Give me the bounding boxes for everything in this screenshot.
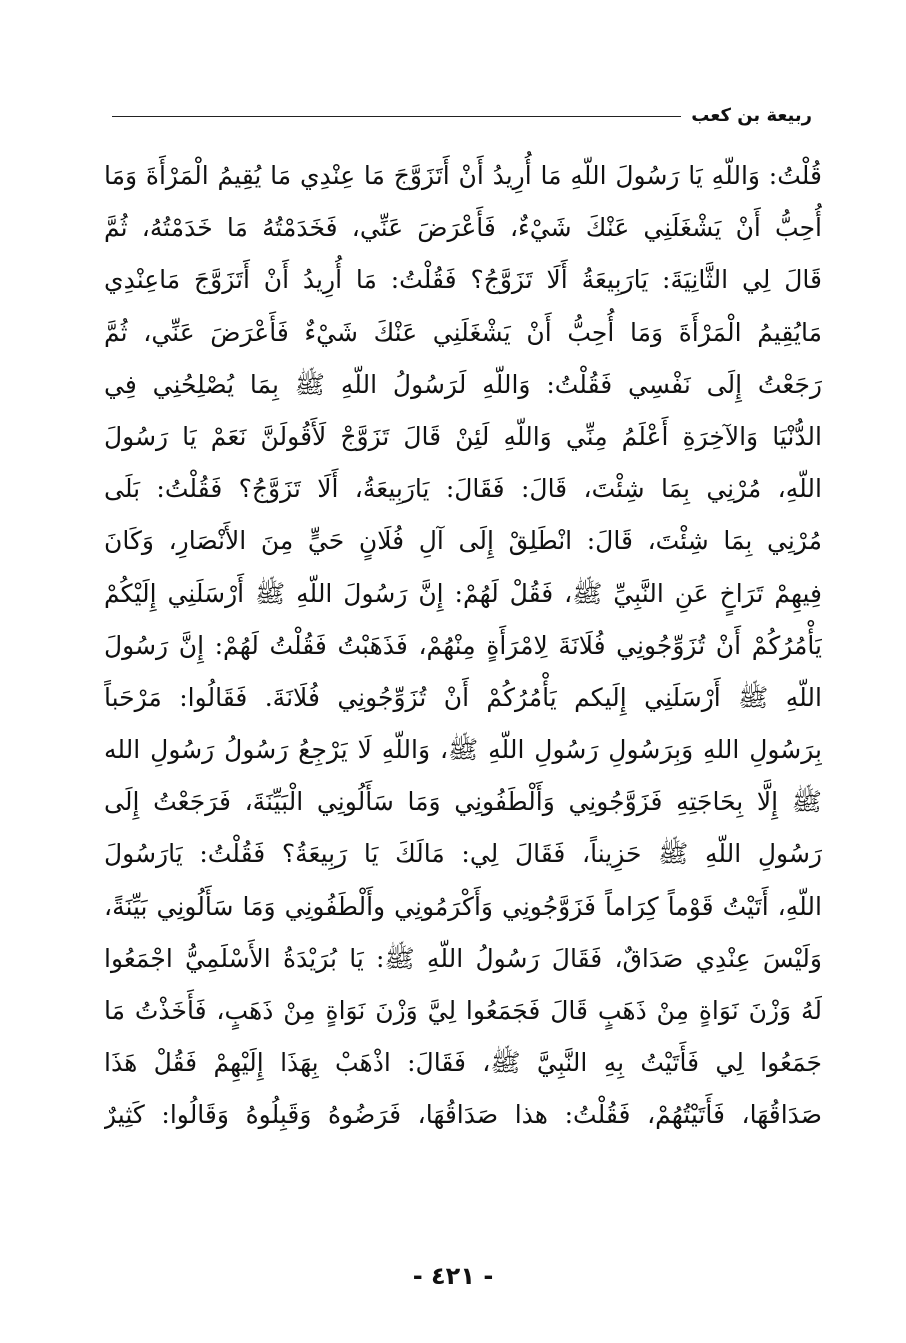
text-line: قَالَ لِي الثَّانِيَةَ: يَارَبِيعَةُ أَلَا تَزَوَّجُ؟ فَقُلْتُ: مَا أُرِيدُ أَنْ أَتَزَوَّجَ مَاعِنْدِي [104,265,822,295]
text-line: صَدَاقُهَا، فَأَتَيْتُهُمْ، فَقُلْتُ: هذا صَدَاقُهَا، فَرَضُوهُ وَقَبِلُوهُ وَقَالُوا: كَثِيرٌ [104,1100,822,1130]
text-line: قُلْتُ: وَاللّهِ يَا رَسُولَ اللّهِ مَا أُرِيدُ أَنْ أَتَزَوَّجَ مَا عِنْدِي مَا يُقِيمُ الْمَرْأَةَ وَمَا [104,161,822,190]
running-header [112,100,812,130]
text-line: فِيهِمْ تَرَاخٍ عَنِ النَّبِيِّ ﷺ، فَقُلْ لَهُمْ: إِنَّ رَسُولَ اللّهِ ﷺ أَرْسَلَنِي إِلَيْكُمْ [104,578,822,608]
text-line: اللّهِ ﷺ أَرْسَلَنِي إِلَيكم يَأْمُرُكُمْ أَنْ تُزَوِّجُونِي فُلَانَةَ. فَقَالُوا: مَرْحَباً [104,682,822,712]
text-line: أُحِبُّ أَنْ يَشْغَلَنِي عَنْكَ شَيْءٌ، فَأَعْرَضَ عَنِّي، فَخَدَمْتُهُ مَا خَدَمْتُهُ، ثُمَّ [104,213,822,243]
text-line: مَايُقِيمُ الْمَرْأَةَ وَمَا أُحِبُّ أَنْ يَشْغَلَنِي عَنْكَ شَيْءٌ فَأَعْرَضَ عَنِّي، ثُمَّ [104,317,822,347]
text-line: ﷺ إِلَّا بِحَاجَتِهِ فَزَوَّجُونِي وَأَلْطَفُونِي وَمَا سَأَلُونِي الْبَيِّنَةَ، فَرَجَعْتُ إِلَى [104,787,822,817]
text-line: يَأْمُرُكُمْ أَنْ تُزَوِّجُونِي فُلَانَةَ لِامْرَأَةٍ مِنْهُمْ، فَذَهَبْتُ فَقُلْتُ لَهُمْ: إِنَّ رَسُولَ [104,630,822,660]
text-line: اللّهِ، مُرْنِي بِمَا شِئْتَ، قَالَ: فَقَالَ: يَارَبِيعَةُ، أَلَا تَزَوَّجُ؟ فَقُلْتُ: بَلَى [104,474,822,504]
body-text [104,150,822,1142]
text-line: بِرَسُولِ اللهِ وَبِرَسُولِ رَسُولِ اللّهِ ﷺ، وَاللّهِ لَا يَرْجِعُ رَسُولُ رَسُولِ الله [104,735,822,765]
text-line: اللّهِ، أَتَيْتُ قَوْماً كِرَاماً فَزَوَّجُونِي وَأَكْرَمُونِي وأَلْطَفُونِي وَمَا سَأَلُونِي بَيِّنَةً، [104,891,822,921]
text-line: رَجَعْتُ إِلَى نَفْسِي فَقُلْتُ: وَاللّهِ لَرَسُولُ اللّهِ ﷺ بِمَا يُصْلِحُنِي فِي [104,369,822,399]
text-line: مُرْنِي بِمَا شِئْتَ، قَالَ: انْطَلِقْ إِلَى آلِ فُلَانٍ حَيٍّ مِنَ الأَنْصَارِ، وَكَانَ [104,526,822,556]
running-title: ربيعة بن كعب [691,104,812,126]
page-number: - ٤٢١ - [412,1262,494,1290]
text-line: جَمَعُوا لِي فَأَتَيْتُ بِهِ النَّبِيَّ ﷺ، فَقَالَ: اذْهَبْ بِهَذَا إِلَيْهِمْ فَقُلْ هَذَا [104,1048,822,1078]
text-line: الدُّنْيَا وَالآخِرَةِ أَعْلَمُ مِنِّي وَاللّهِ لَئِنْ قَالَ تَزَوَّجْ لَأَقُولَنَّ نَعَمْ يَا رَسُولَ [104,421,822,451]
text-line: لَهُ وَزْنَ نَوَاةٍ مِنْ ذَهَبٍ قَالَ فَجَمَعُوا لِيَّ وَزْنَ نَوَاةٍ مِنْ ذَهَبٍ، فَأَخَذْتُ مَا [104,996,822,1025]
text-line: رَسُولِ اللّهِ ﷺ حَزِيناً، فَقَالَ لِي: مَالَكَ يَا رَبِيعَةُ؟ فَقُلْتُ: يَارَسُولَ [104,839,822,869]
header-rule [112,116,681,117]
text-line: وَلَيْسَ عِنْدِي صَدَاقٌ، فَقَالَ رَسُولُ اللّهِ ﷺ: يَا بُرَيْدَةُ الأَسْلَمِيُّ اجْمَعُوا [104,943,822,973]
